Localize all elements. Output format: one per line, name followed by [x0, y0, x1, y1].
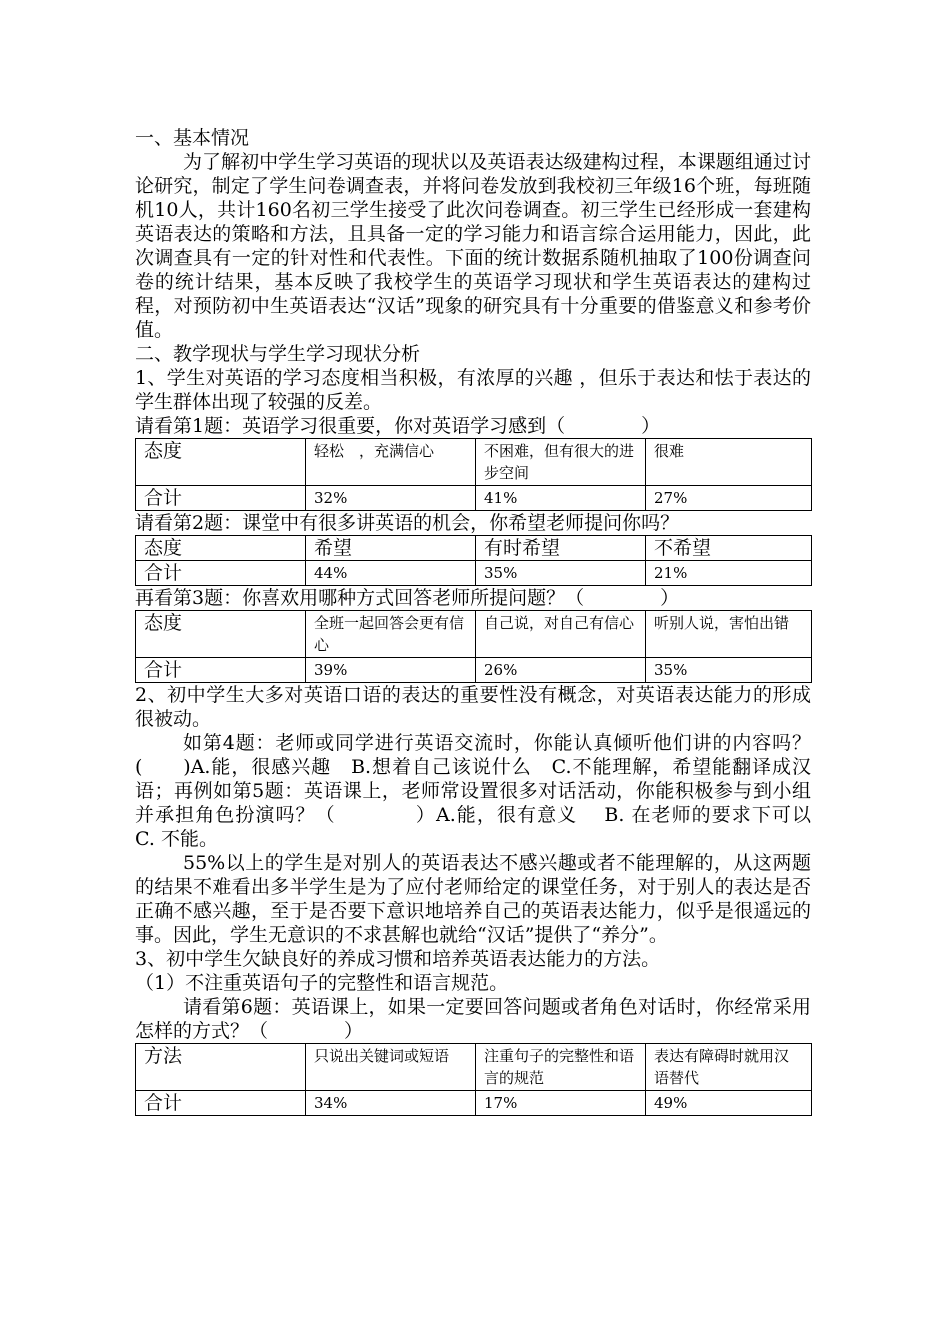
table-cell: 不希望: [646, 536, 812, 561]
point-3-subitem: （1）不注重英语句子的完整性和语言规范。: [135, 972, 509, 994]
table-cell: 表达有障碍时就用汉语替代: [646, 1044, 812, 1091]
table-row: [136, 1091, 812, 1116]
table-cell: 方法: [136, 1044, 306, 1091]
table-cell: 注重句子的完整性和语言的规范: [476, 1044, 646, 1091]
table-cell: 17%: [476, 1091, 646, 1116]
table-cell: 全班一起回答会更有信心: [306, 611, 476, 658]
table-cell: 希望: [306, 536, 476, 561]
table-row: [136, 536, 812, 561]
table-row: [136, 439, 812, 486]
question-6-table: [135, 1043, 812, 1116]
document-page: [135, 126, 831, 1116]
table-cell: 41%: [476, 486, 646, 511]
table-cell: 合计: [136, 1091, 306, 1116]
table-cell: 32%: [306, 486, 476, 511]
table-cell: 35%: [646, 658, 812, 683]
question-6-intro: 请看第6题：英语课上，如果一定要回答问题或者角色对话时，你经常采用怎样的方式？（ ）: [135, 996, 811, 1042]
table-cell: 合计: [136, 561, 306, 586]
table-row: [136, 561, 812, 586]
table-cell: 39%: [306, 658, 476, 683]
table-cell: 21%: [646, 561, 812, 586]
table-cell: 轻松 ，充满信心: [306, 439, 476, 486]
point-2: 2、初中学生大多对英语口语的表达的重要性没有概念，对英语表达能力的形成很被动。: [135, 684, 811, 730]
table-cell: 自己说，对自己有信心: [476, 611, 646, 658]
table-cell: 49%: [646, 1091, 812, 1116]
section-2-title: 二、教学现状与学生学习现状分析: [135, 343, 421, 365]
question-2-intro: 请看第2题：课堂中有很多讲英语的机会，你希望老师提问你吗？: [135, 512, 680, 534]
table-cell: 很难: [646, 439, 812, 486]
question-3-table: [135, 610, 812, 683]
question-2-table: [135, 535, 812, 586]
table-row: [136, 1044, 812, 1091]
table-cell: 35%: [476, 561, 646, 586]
table-cell: 44%: [306, 561, 476, 586]
question-3-intro: 再看第3题：你喜欢用哪种方式回答老师所提问题？（ ）: [135, 587, 680, 609]
table-row: [136, 611, 812, 658]
point-3: 3、初中学生欠缺良好的养成习惯和培养英语表达能力的方法。: [135, 948, 661, 970]
table-row: [136, 486, 812, 511]
table-cell: 34%: [306, 1091, 476, 1116]
table-cell: 有时希望: [476, 536, 646, 561]
question-1-table: [135, 438, 812, 511]
table-cell: 听别人说，害怕出错: [646, 611, 812, 658]
table-cell: 26%: [476, 658, 646, 683]
analysis-paragraph: 55%以上的学生是对别人的英语表达不感兴趣或者不能理解的，从这两题的结果不难看出多半学生是为了应付老师给定的课堂任务，对于别人的表达是否正确不感兴趣，至于是否要下意识地培养自己的英语表达能力，似乎是很遥远的事。因此，学生无意识的不求甚解也就给“汉话”提供了“养分”。: [135, 852, 811, 946]
table-cell: 态度: [136, 536, 306, 561]
table-cell: 合计: [136, 486, 306, 511]
questions-4-5-paragraph: 如第4题：老师或同学进行英语交流时，你能认真倾听他们讲的内容吗？( )A.能，很感兴趣 B.想着自己该说什么 C.不能理解，希望能翻译成汉语；再例如第5题：英语课上，老师常设置很多对话活动，你能积极参与到小组并承担角色扮演吗？（ ）A.能，很有意义 B. 在老师的要求下可以 C. 不能。: [135, 732, 831, 850]
point-1: 1、学生对英语的学习态度相当积极，有浓厚的兴趣 ，但乐于表达和怯于表达的学生群体出现了较强的反差。: [135, 367, 811, 413]
table-row: [136, 658, 812, 683]
question-1-intro: 请看第1题：英语学习很重要，你对英语学习感到（ ）: [135, 415, 661, 437]
section-1-title: 一、基本情况: [135, 127, 250, 149]
table-cell: 27%: [646, 486, 812, 511]
table-cell: 合计: [136, 658, 306, 683]
table-cell: 态度: [136, 439, 306, 486]
table-cell: 态度: [136, 611, 306, 658]
table-cell: 不困难，但有很大的进步空间: [476, 439, 646, 486]
table-cell: 只说出关键词或短语: [306, 1044, 476, 1091]
section-1-paragraph: 为了解初中学生学习英语的现状以及英语表达级建构过程，本课题组通过讨论研究，制定了学生问卷调查表，并将问卷发放到我校初三年级16个班，每班随机10人，共计160名初三学生接受了此次问卷调查。初三学生已经形成一套建构英语表达的策略和方法，且具备一定的学习能力和语言综合运用能力，因此，此次调查具有一定的针对性和代表性。下面的统计数据系随机抽取了100份调查问卷的统计结果，基本反映了我校学生的英语学习现状和学生英语表达的建构过程，对预防初中生英语表达“汉话”现象的研究具有十分重要的借鉴意义和参考价值。: [135, 151, 811, 341]
